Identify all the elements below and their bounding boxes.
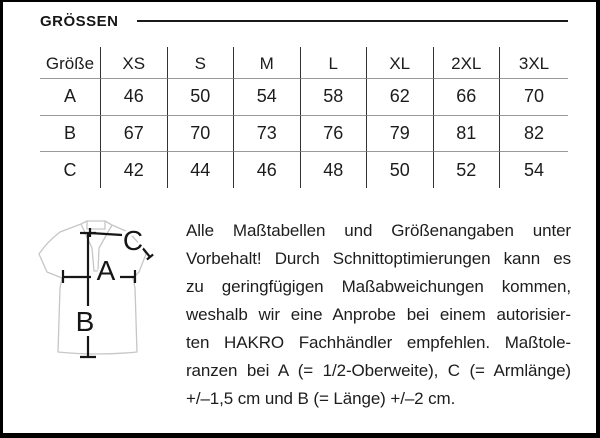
disclaimer-text [186,217,571,413]
row-label-c: C [40,152,101,188]
table-cell: 54 [523,159,545,180]
disclaimer-line: ranzen bei A (= 1/2-Oberweite), C (= Armlänge) [186,361,571,380]
table-header-cell: XS [101,47,168,79]
title-rule [137,20,568,22]
table-cell: 70 [500,79,568,116]
size-table [40,47,568,188]
measure-label-a: A [96,255,116,286]
section-header [40,8,568,34]
table-cell: 44 [168,152,235,188]
table-cell: 79 [367,116,434,153]
table-cell: 76 [301,116,368,153]
table-cell: 42 [101,152,168,188]
table-cell: 66 [434,79,501,116]
disclaimer-line: weshalb wir eine Anprobe bei einem autorisier- [186,305,571,324]
table-cell: 54 [234,79,301,116]
table-header-cell: L [301,47,368,79]
table-header-cell: 3XL [500,47,568,79]
disclaimer-line: ten HAKRO Fachhändler empfehlen. Maßtole- [186,333,571,352]
table-header-cell: XL [367,47,434,79]
row-label-a: A [40,79,101,116]
table-cell: 73 [234,116,301,153]
table-cell: 70 [168,116,235,153]
table-header-cell: M [234,47,301,79]
table-header-cell: Größe [40,47,101,79]
table-header-cell: S [168,47,235,79]
table-cell: 81 [434,116,501,153]
table-cell: 52 [434,152,501,188]
table-cell: 46 [101,79,168,116]
disclaimer-line: +/–1,5 cm und B (= Länge) +/–2 cm. [186,389,456,408]
table-cell: 50 [367,152,434,188]
measure-label-b: B [75,306,95,337]
table-cell: 67 [101,116,168,153]
polo-shirt-measurement-diagram [35,218,175,370]
measure-label-c: C [122,225,144,256]
table-cell: 50 [168,79,235,116]
table-cell: 46 [234,152,301,188]
table-header-cell: 2XL [434,47,501,79]
table-cell: 82 [500,116,568,153]
section-title: GRÖSSEN [40,12,119,30]
size-chart-card [3,2,596,433]
table-cell: 48 [301,152,368,188]
disclaimer-line: Alle Maßtabellen und Größenangaben unter [186,221,571,240]
table-cell: 62 [367,79,434,116]
disclaimer-line: Vorbehalt! Durch Schnittoptimierungen kann es [186,249,571,268]
disclaimer-line: zu geringfügigen Maßabweichungen kommen, [186,277,571,296]
row-label-b: B [40,116,101,153]
table-cell: 58 [301,79,368,116]
